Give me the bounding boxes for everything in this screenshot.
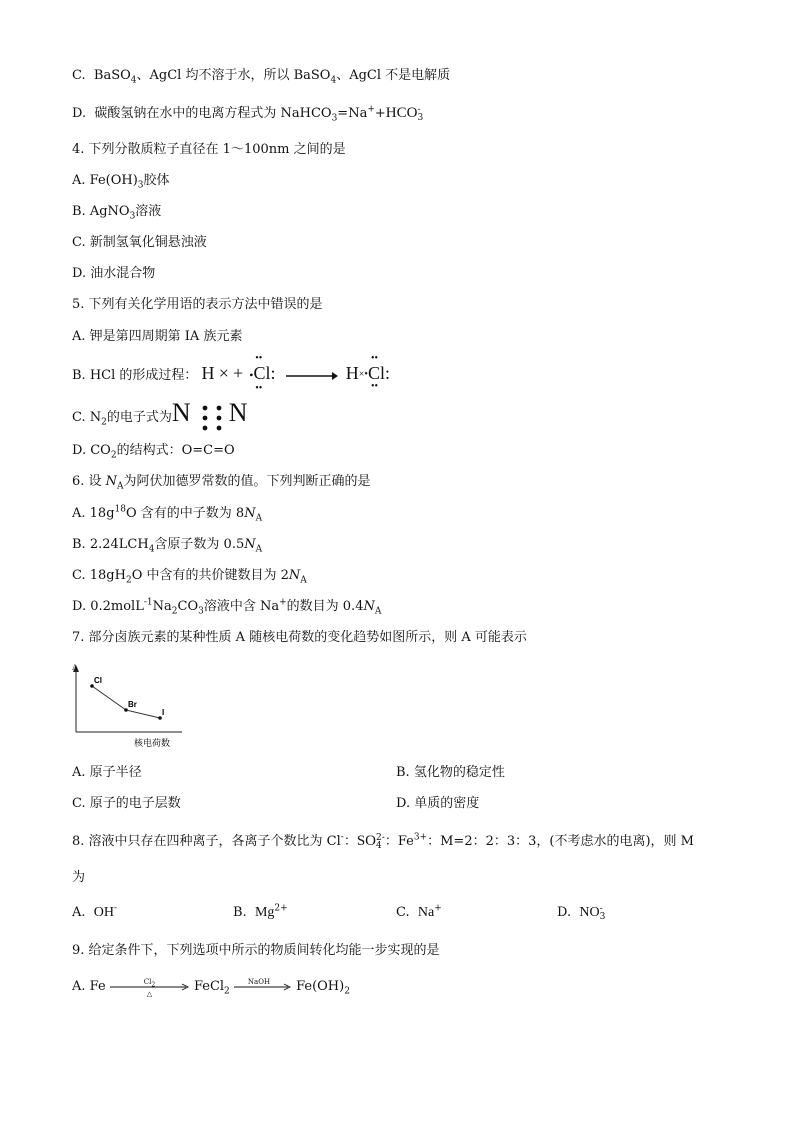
avogadro-symbol: N [105,474,118,489]
option-prefix: D. [72,106,87,121]
avogadro-symbol: N [363,599,375,614]
q4-option-a [72,172,170,190]
subscript: 4 [330,75,337,86]
q5-option-a [72,328,242,346]
formula-hco3: HCO [385,105,418,121]
electron-pair-right: : [384,363,390,383]
text: D. 油水混合物 [72,266,156,281]
subscript: 2 [125,575,132,586]
electron-pair-right: : [270,363,276,383]
q4-stem [72,141,346,159]
subscript: 2 [110,450,117,461]
q6-option-b [72,536,262,554]
q8-stem-continued [72,869,85,887]
question-stem: 4. 下列分散质粒子直径在 1～100nm 之间的是 [72,142,346,157]
cl-atom: Cl [367,363,385,383]
text: Na [152,599,172,614]
halogen-trend-chart [70,662,190,750]
text: ：Fe [384,834,414,849]
y-axis-label: A [72,663,78,672]
chlorine-electron-structure [247,353,277,394]
option-prefix: D. [557,905,572,920]
electron-dots-bottom: •• [255,383,263,394]
avogadro-symbol: N [288,568,301,583]
subscript: 3 [599,911,606,922]
subscript: 3 [331,113,338,124]
avogadro-symbol: N [244,506,256,521]
q3-option-d [72,104,423,123]
trend-line [92,686,160,718]
option-prefix: C. [72,68,86,83]
formula: OH [93,905,115,920]
q8-option-b [233,904,288,922]
text: 8. 溶液中只存在四种离子，各离子个数比为 Cl [72,834,341,849]
text: Fe(OH) [296,979,345,994]
superscript: 18 [114,504,126,515]
formula: Mg [254,905,275,920]
text: ： [343,834,357,849]
text: B. AgNO [72,204,130,219]
data-label-br: Br [128,700,137,709]
text: =Na [337,106,368,121]
q9-stem [72,942,440,960]
text: C. 18gH [72,568,126,583]
option-prefix: C. [396,905,410,920]
q5-option-d [72,442,235,460]
q7-option-a [72,764,142,782]
superscript: - [417,104,421,115]
text: 含原子数为 0.5 [154,537,245,552]
q7-option-d [396,795,479,813]
text: BaSO [93,68,131,83]
question-stem: 9. 给定条件下，下列选项中所示的物质间转化均能一步实现的是 [72,943,440,958]
text: 、AgCl 均不溶于水，所以 BaSO [136,68,331,83]
data-label-cl: Cl [94,676,102,685]
text: D. 单质的密度 [396,796,480,811]
text: C. 新制氢氧化铜悬浊液 [72,235,207,250]
question-stem: 5. 下列有关化学用语的表示方法中错误的是 [72,297,323,312]
superscript: + [279,597,287,608]
subscript: 3 [129,211,136,222]
q3-option-c [72,67,450,85]
text: O 中含有的共价键数目为 2 [131,568,289,583]
text: A. 钾是第四周期第 IA 族元素 [72,329,243,344]
subscript: 4 [148,544,155,555]
subscript: 3 [417,112,424,123]
text: CO [177,599,199,614]
text: B. HCl 的形成过程： [72,368,198,383]
subscript: 2 [101,417,107,428]
q8-option-d [557,904,605,922]
h-atom: H [345,363,359,383]
electron-dots-top: •• [370,353,378,364]
superscript: 2+ [274,903,288,914]
text: A. Fe [72,979,106,994]
subscript: 4 [130,75,137,86]
text: B. 2.24LCH [72,537,149,552]
q8-option-a [72,904,117,922]
text: 为阿伏加德罗常数的值。下列判断正确的是 [123,474,371,489]
q7-stem [72,629,527,647]
text: + [374,106,386,121]
superscript: 2- [376,832,385,843]
superscript: - [340,832,344,843]
text: A. 18g [72,506,115,521]
q6-stem [72,473,371,491]
text: 溶液 [135,204,162,219]
electron-dots-top: •• [255,353,263,364]
text: 、AgCl 不是电解质 [336,68,451,83]
reaction-arrow-icon [286,371,338,381]
plus-sign: + [232,363,244,383]
q7-option-c [72,795,181,813]
text: 为 [72,870,86,885]
text: D. CO [72,443,111,458]
subscript: A [300,575,307,586]
text: ：M=2：2：3：3，(不考虑水的电离)，则 M [427,834,694,849]
subscript: A [117,481,124,492]
superscript: - [599,903,603,914]
subscript: 2 [344,986,350,997]
conversion-arrow-1 [110,977,190,998]
q6-option-c [72,567,307,585]
superscript: 3+ [413,832,428,843]
h-atom: H [201,363,215,383]
formula-so4: SO [356,833,377,849]
heat-condition: △ [146,989,153,998]
q5-stem [72,296,323,314]
text: A. Fe(OH) [72,173,138,188]
text: FeCl [193,979,225,994]
q6-option-d [72,598,381,616]
text: O 含有的中子数为 8 [125,506,245,521]
option-prefix: B. [233,905,247,920]
text: 6. 设 [72,474,106,489]
text: 碳酸氢钠在水中的电离方程式为 NaHCO [94,106,332,121]
conversion-arrow-2 [234,977,292,994]
subscript: A [374,606,382,617]
subscript: 2 [151,980,156,988]
text: A. 原子半径 [72,765,142,780]
data-label-i: I [162,708,165,717]
q6-option-a [72,505,262,523]
text: 的数目为 0.4 [286,599,364,614]
q4-option-c [72,234,207,252]
x-axis-label: 核电荷数 [134,739,171,749]
text: C. N [72,410,102,425]
superscript: -1 [143,597,153,608]
subscript: A [255,513,263,524]
electron-cross: × [218,363,229,383]
text: 的结构式：O=C=O [116,443,235,458]
text: 胶体 [143,173,170,188]
q4-option-b [72,203,161,221]
n-atom: N [171,398,191,427]
superscript: - [114,903,118,914]
electron-dots-bottom: •• [370,381,378,392]
q8-stem [72,832,694,851]
text: C. 原子的电子层数 [72,796,181,811]
question-stem: 7. 部分卤族元素的某种性质 A 随核电荷数的变化趋势如图所示，则 A 可能表示 [72,630,527,645]
subscript: 2 [171,606,178,617]
q5-option-b [72,353,390,394]
electron-dot-left: • [249,368,254,382]
n-atom: N [228,398,248,427]
reagent: NaOH [247,977,271,986]
q4-option-d [72,265,155,283]
subscript: A [255,544,263,555]
q8-option-c [396,904,442,922]
superscript: + [367,104,375,115]
cl-atom: Cl [253,363,271,383]
text: 溶液中含 Na [203,599,280,614]
avogadro-symbol: N [244,537,256,552]
hcl-electron-structure [345,353,390,392]
q5-option-c [72,398,248,433]
triple-bond-dots-icon [195,403,229,433]
superscript: + [434,903,442,914]
option-prefix: A. [72,905,86,920]
shared-pair-icon: ×• [358,368,368,380]
q7-option-b [396,764,505,782]
formula: NO [579,905,600,920]
reagent: Cl [143,977,152,986]
text: D. 0.2molL [72,599,144,614]
subscript: 3 [198,606,204,617]
arrow-right-icon [234,980,292,994]
formula: Na [417,905,435,920]
q9-option-a [72,976,350,998]
subscript: 3 [137,180,144,191]
subscript: 2 [224,986,230,997]
subscript: 4 [376,840,382,851]
text: 的电子式为 [106,410,172,425]
text: B. 氢化物的稳定性 [396,765,505,780]
